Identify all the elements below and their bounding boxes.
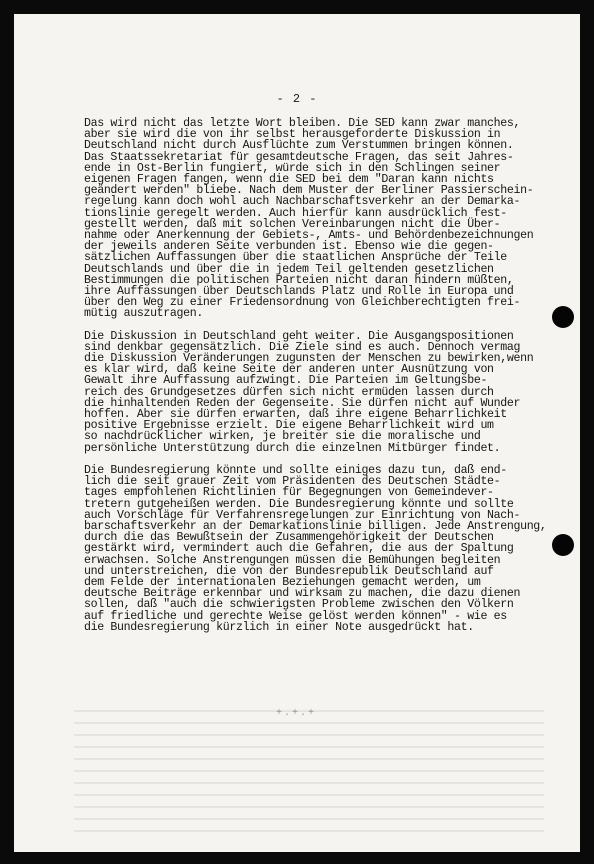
- text-line: Gewalt ihre Auffassung aufzwingt. Die Parteien im Geltungsbe-: [84, 374, 488, 388]
- text-line: und unterstreichen, die von der Bundesrepublik Deutschland auf: [84, 564, 494, 578]
- paragraph-1: [84, 118, 554, 320]
- text-line: persönliche Unterstützung durch die einzelnen Mitbürger findet.: [84, 441, 501, 455]
- text-line: Deutschland nicht durch Ausflüchte zum Verstummen bringen können.: [84, 139, 514, 153]
- paragraph-3: [84, 465, 554, 633]
- text-line: erwachsen. Solche Anstrengungen müssen die Bemühungen begleiten: [84, 553, 501, 567]
- text-line: geändert werden" bliebe. Nach dem Muster der Berliner Passierschein-: [84, 184, 534, 198]
- text-line: gestellt werden, daß mit solchen Vereinbarungen nicht die Über-: [84, 217, 501, 231]
- text-line: tionslinie geregelt werden. Auch hierfür kann ausdrücklich fest-: [84, 206, 507, 220]
- body-text: [84, 118, 554, 644]
- document-page: [14, 14, 580, 852]
- text-line: Die Diskussion in Deutschland geht weiter. Die Ausgangspositionen: [84, 329, 514, 343]
- text-line: gestärkt wird, vermindert auch die Gefahren, die aus der Spaltung: [84, 542, 514, 556]
- text-line: dem Felde der internationalen Beziehungen gemacht werden, um: [84, 575, 481, 589]
- text-line: die Diskussion Veränderungen zugunsten der Menschen zu bewirken,wenn: [84, 352, 534, 366]
- text-line: es klar wird, daß keine Seite der anderen unter Ausnützung von: [84, 363, 494, 377]
- text-line: Deutschlands und über die in jedem Teil geltenden gesetzlichen: [84, 262, 494, 276]
- text-line: sätzlichen Auffassungen über die staatlichen Ansprüche der Teile: [84, 251, 507, 265]
- text-line: auf friedliche und gerechte Weise gelöst werden können" - wie es: [84, 609, 507, 623]
- bleed-through-text: [74, 704, 544, 834]
- text-line: tages empfohlenen Richtlinien für Begegnungen von Gemeindever-: [84, 486, 494, 500]
- paragraph-2: [84, 331, 554, 454]
- text-line: durch die das Bewußtsein der Zusammengehörigkeit der Deutschen: [84, 531, 494, 545]
- punch-hole-top: [552, 306, 574, 328]
- text-line: nahme oder Anerkennung der Gebiets-, Amts- und Behördenbezeichnungen: [84, 229, 534, 243]
- text-line: die hinhaltenden Reden der Gegenseite. Sie dürfen nicht auf Wunder: [84, 396, 521, 410]
- text-line: deutsche Beiträge erkennbar und wirksam zu machen, die dazu dienen: [84, 587, 521, 601]
- text-line: reich des Grundgesetzes dürfen sich nicht ermüden lassen durch: [84, 385, 494, 399]
- text-line: hoffen. Aber sie dürfen erwarten, daß ihre eigene Beharrlichkeit: [84, 408, 507, 422]
- text-line: tretern gutgeheißen werden. Die Bundesregierung könnte und sollte: [84, 497, 514, 511]
- text-line: die Bundesregierung kürzlich in einer Note ausgedrückt hat.: [84, 620, 474, 634]
- text-line: positive Ergebnisse erzielt. Die eigene Beharrlichkeit wird um: [84, 419, 494, 433]
- text-line: aber sie wird die von ihr selbst herausgeforderte Diskussion in: [84, 128, 501, 142]
- bleed-through-marks: +.+.+: [276, 708, 317, 719]
- text-line: Das wird nicht das letzte Wort bleiben. Die SED kann zwar manches,: [84, 117, 521, 130]
- text-line: ihre Auffassungen über Deutschlands Platz und Rolle in Europa und: [84, 285, 514, 299]
- text-line: eigenen Fragen fangen, wenn die SED bei dem "Daran kann nichts: [84, 173, 494, 187]
- text-line: Die Bundesregierung könnte und sollte einiges dazu tun, daß end-: [84, 463, 507, 477]
- text-line: so nachdrücklicher wirken, je breiter sie die moralische und: [84, 430, 481, 444]
- text-line: barschaftsverkehr an der Demarkationslinie billigen. Jede Anstrengung,: [84, 519, 547, 533]
- text-line: sollen, daß "auch die schwierigsten Probleme zwischen den Völkern: [84, 598, 514, 612]
- text-line: regelung kann doch wohl auch Nachbarschaftsverkehr an der Demarka-: [84, 195, 521, 209]
- text-line: ende in Ost-Berlin fungiert, würde sich in den Schlingen seiner: [84, 161, 501, 175]
- text-line: mütig auszutragen.: [84, 307, 203, 321]
- text-line: Das Staatssekretariat für gesamtdeutsche Fragen, das seit Jahres-: [84, 150, 514, 164]
- text-line: der jeweils anderen Seite verbunden ist. Ebenso wie die gegen-: [84, 240, 494, 254]
- text-line: lich die seit grauer Zeit vom Präsidenten des Deutschen Städte-: [84, 475, 501, 489]
- text-line: über den Weg zu einer Friedensordnung von Gleichberechtigten frei-: [84, 296, 521, 310]
- punch-hole-bottom: [552, 534, 574, 556]
- text-line: Bestimmungen die politischen Parteien nicht daran hindern müßten,: [84, 273, 514, 287]
- page-number: - 2 -: [276, 92, 318, 106]
- text-line: sind denkbar gegensätzlich. Die Ziele sind es auch. Dennoch vermag: [84, 340, 521, 354]
- text-line: auch Vorschläge für Verfahrensregelungen zur Einrichtung von Nach-: [84, 508, 521, 522]
